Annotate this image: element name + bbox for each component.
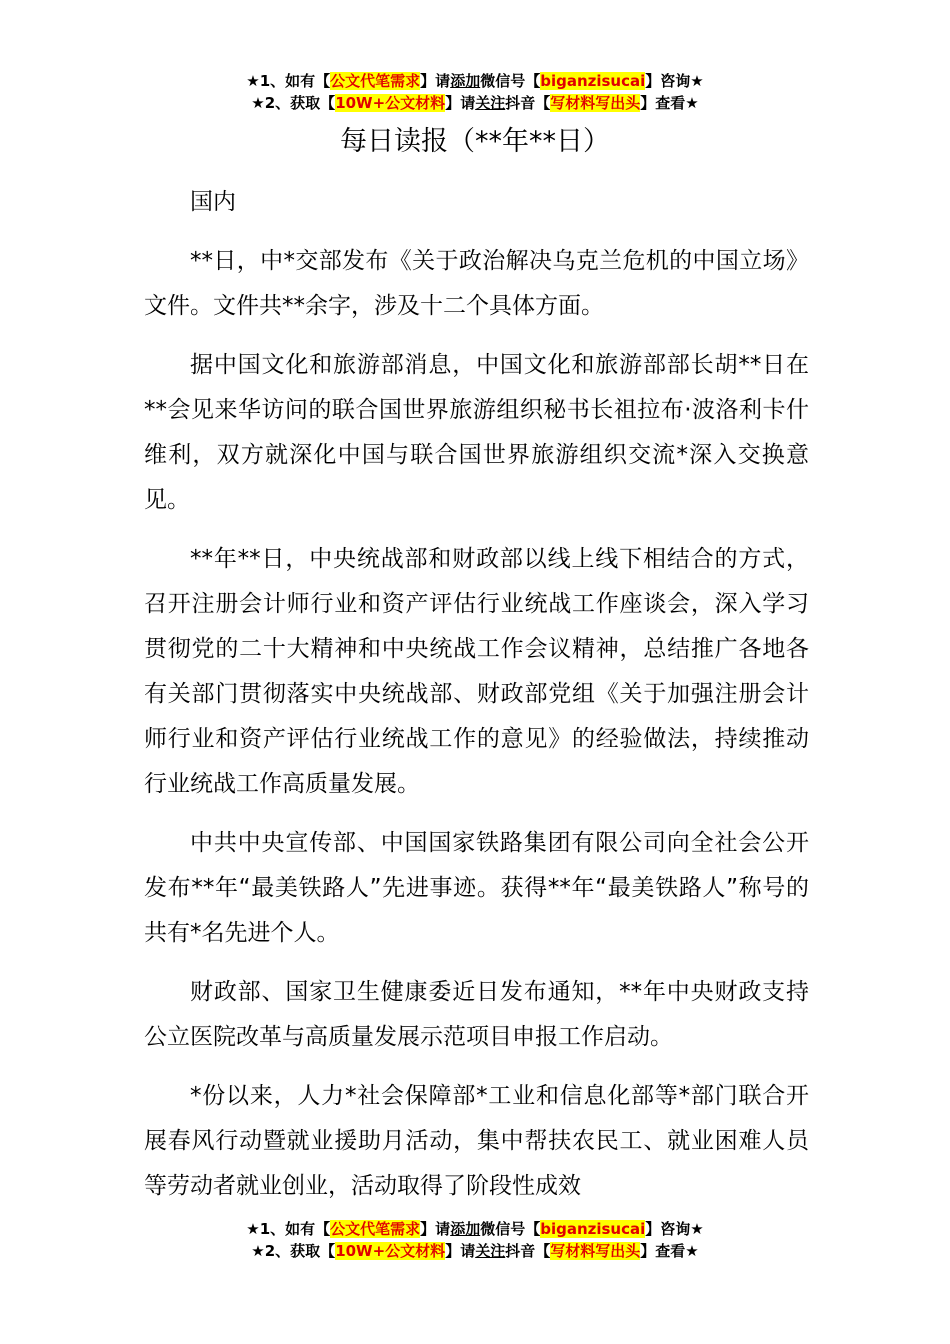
news-paragraph: **年**日，中央统战部和财政部以线上线下相结合的方式，召开注册会计师行业和资产评估行业统战工作座谈会，深入学习贯彻党的二十大精神和中央统战工作会议精神，总结推广各地各有关部门贯彻落实中央统战部、财政部党组《关于加强注册会计师行业和资产评估行业统战工作的意见》的经验做法，持续推动行业统战工作高质量发展。 (144, 546, 809, 797)
news-paragraph: *份以来，人力*社会保障部*工业和信息化部等*部门联合开展春风行动暨就业援助月活动，集中帮扶农民工、就业困难人员等劳动者就业创业，活动取得了阶段性成效 (144, 1083, 809, 1199)
promo-text: 】咨询★ (645, 72, 704, 90)
promo-line-2 (0, 1240, 950, 1262)
promo-highlight: 公文代笔需求 (330, 1220, 421, 1238)
promo-text: ★2、获取【 (251, 1242, 336, 1260)
promo-text: 】请 (445, 94, 476, 112)
promo-text: 微信号【 (480, 1220, 541, 1238)
promo-underlined: 关注 (475, 94, 506, 112)
promo-text: 抖音【 (505, 94, 551, 112)
document-body (144, 180, 809, 1223)
promo-text: 抖音【 (505, 1242, 551, 1260)
promo-underlined: 添加 (450, 1220, 481, 1238)
news-paragraph: 据中国文化和旅游部消息，中国文化和旅游部部长胡**日在**会见来华访问的联合国世界旅游组织秘书长祖拉布·波洛利卡什维利，双方就深化中国与联合国世界旅游组织交流*深入交换意见。 (144, 352, 809, 513)
promo-wechat-id: biganzisucai (540, 1220, 646, 1238)
promo-text: 】咨询★ (645, 1220, 704, 1238)
promo-text: ★2、获取【 (251, 94, 336, 112)
promo-text: 】请 (445, 1242, 476, 1260)
promo-wechat-id: biganzisucai (540, 72, 646, 90)
promo-highlight: 公文代笔需求 (330, 72, 421, 90)
promo-line-1 (0, 70, 950, 92)
promo-text: 】查看★ (640, 94, 699, 112)
promo-underlined: 添加 (450, 72, 481, 90)
promo-text: 微信号【 (480, 72, 541, 90)
promo-text: ★1、如有【 (246, 1220, 331, 1238)
promo-banner-bottom (0, 1218, 950, 1262)
section-heading: 国内 (190, 189, 236, 215)
promo-highlight: 10W+公文材料 (335, 94, 446, 112)
promo-line-2 (0, 92, 950, 114)
promo-highlight: 10W+公文材料 (335, 1242, 446, 1260)
promo-banner-top (0, 70, 950, 114)
news-paragraph: 财政部、国家卫生健康委近日发布通知，**年中央财政支持公立医院改革与高质量发展示范项目申报工作启动。 (144, 979, 809, 1050)
news-paragraph: **日，中*交部发布《关于政治解决乌克兰危机的中国立场》文件。文件共**余字，涉及十二个具体方面。 (144, 248, 809, 319)
promo-text: ★1、如有【 (246, 72, 331, 90)
promo-underlined: 关注 (475, 1242, 506, 1260)
promo-line-1 (0, 1218, 950, 1240)
promo-text: 】请 (420, 1220, 451, 1238)
page-title: 每日读报（**年**日） (340, 126, 610, 157)
promo-text: 】请 (420, 72, 451, 90)
news-paragraph: 中共中央宣传部、中国国家铁路集团有限公司向全社会公开发布**年“最美铁路人”先进事迹。获得**年“最美铁路人”称号的共有*名先进个人。 (144, 830, 809, 946)
promo-text: 】查看★ (640, 1242, 699, 1260)
promo-douyin-account: 写材料写出头 (550, 1242, 641, 1260)
promo-douyin-account: 写材料写出头 (550, 94, 641, 112)
